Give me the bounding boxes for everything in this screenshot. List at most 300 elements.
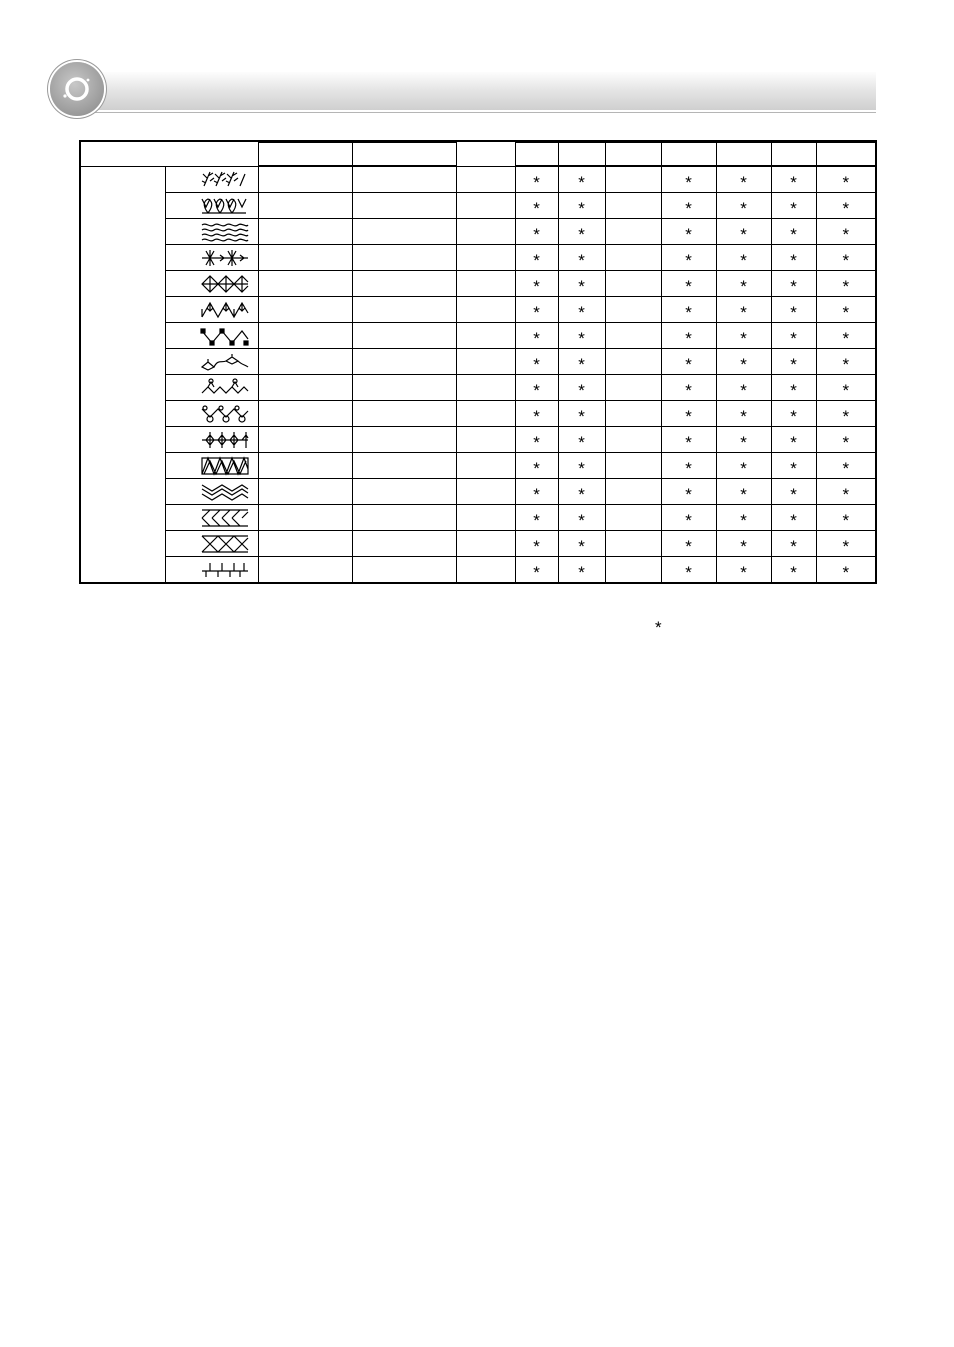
application-mark-cell (661, 297, 716, 323)
application-mark-cell (771, 427, 816, 453)
application-mark-cell (661, 531, 716, 557)
width-value-cell (258, 349, 352, 375)
asterisk-mark: * (790, 251, 797, 270)
foot-cell (456, 479, 515, 505)
asterisk-mark: * (685, 563, 692, 582)
asterisk-mark: * (740, 537, 747, 556)
length-value-cell (352, 349, 456, 375)
application-mark-cell (816, 375, 876, 401)
width-value-cell (258, 166, 352, 193)
application-mark-cell (661, 349, 716, 375)
length-value-cell (352, 245, 456, 271)
asterisk-mark: * (533, 459, 540, 478)
width-value-cell (258, 323, 352, 349)
application-mark-cell (605, 505, 661, 531)
application-mark-cell (816, 193, 876, 219)
application-mark-cell (558, 453, 605, 479)
application-mark-cell (816, 531, 876, 557)
application-mark-cell (771, 219, 816, 245)
stitch-icon-cell (165, 349, 258, 375)
asterisk-mark: * (578, 433, 585, 452)
application-mark-cell (771, 245, 816, 271)
table-row (80, 349, 876, 375)
application-mark-cell (605, 479, 661, 505)
application-mark-cell (716, 479, 771, 505)
asterisk-mark: * (533, 433, 540, 452)
stitch-pattern-chevron-icon (166, 481, 258, 503)
stitch-icon-cell (165, 323, 258, 349)
application-mark-cell (816, 427, 876, 453)
asterisk-mark: * (790, 277, 797, 296)
asterisk-mark: * (740, 459, 747, 478)
application-mark-cell (605, 271, 661, 297)
asterisk-mark: * (685, 303, 692, 322)
asterisk-mark: * (533, 329, 540, 348)
asterisk-mark: * (740, 329, 747, 348)
application-mark-cell (716, 427, 771, 453)
table-row (80, 427, 876, 453)
header-app-col-6 (771, 143, 816, 167)
asterisk-mark: * (533, 225, 540, 244)
header-app-col-4 (661, 143, 716, 167)
application-mark-cell (771, 479, 816, 505)
application-mark-cell (816, 479, 876, 505)
foot-cell (456, 505, 515, 531)
stitch-icon-cell (165, 271, 258, 297)
length-value-cell (352, 479, 456, 505)
asterisk-mark: * (578, 511, 585, 530)
asterisk-mark: * (740, 199, 747, 218)
foot-cell (456, 166, 515, 193)
table-row (80, 166, 876, 193)
asterisk-mark: * (740, 511, 747, 530)
application-mark-cell (515, 166, 558, 193)
length-value-cell (352, 401, 456, 427)
application-mark-cell (716, 531, 771, 557)
application-mark-cell (605, 297, 661, 323)
header-app-col-3 (605, 143, 661, 167)
application-mark-cell (558, 193, 605, 219)
table-row (80, 297, 876, 323)
stitch-icon-cell (165, 557, 258, 584)
application-mark-cell (558, 245, 605, 271)
asterisk-mark: * (842, 485, 850, 504)
application-mark-cell (515, 193, 558, 219)
application-mark-cell (605, 193, 661, 219)
asterisk-mark: * (578, 251, 585, 270)
application-mark-cell (558, 297, 605, 323)
application-mark-cell (515, 557, 558, 584)
header-app-col-7 (816, 143, 876, 167)
table-row (80, 557, 876, 584)
foot-cell (456, 427, 515, 453)
stitch-icon-cell (165, 505, 258, 531)
application-mark-cell (716, 557, 771, 584)
table-row (80, 505, 876, 531)
width-value-cell (258, 505, 352, 531)
asterisk-mark: * (685, 277, 692, 296)
length-value-cell (352, 453, 456, 479)
application-mark-cell (515, 531, 558, 557)
asterisk-mark: * (842, 225, 850, 244)
application-mark-cell (515, 323, 558, 349)
asterisk-mark: * (685, 173, 692, 192)
foot-cell (456, 219, 515, 245)
application-mark-cell (515, 245, 558, 271)
table-row (80, 193, 876, 219)
application-mark-cell (558, 479, 605, 505)
foot-cell (456, 375, 515, 401)
length-value-cell (352, 271, 456, 297)
header-app-col-5 (716, 143, 771, 167)
asterisk-mark: * (740, 381, 747, 400)
application-mark-cell (558, 401, 605, 427)
application-mark-cell (605, 219, 661, 245)
asterisk-mark: * (578, 329, 585, 348)
asterisk-mark: * (685, 329, 692, 348)
application-mark-cell (816, 557, 876, 584)
asterisk-mark: * (685, 251, 692, 270)
asterisk-mark: * (533, 251, 540, 270)
width-value-cell (258, 557, 352, 584)
stitch-pattern-blanket-icon (166, 559, 258, 581)
application-mark-cell (816, 401, 876, 427)
asterisk-mark: * (842, 277, 850, 296)
asterisk-mark: * (842, 537, 850, 556)
table-row (80, 479, 876, 505)
asterisk-mark: * (790, 173, 797, 192)
stitch-pattern-star-icon (166, 247, 258, 269)
application-mark-cell (605, 349, 661, 375)
application-mark-cell (515, 297, 558, 323)
application-mark-cell (558, 219, 605, 245)
application-mark-cell (558, 166, 605, 193)
application-mark-cell (816, 453, 876, 479)
application-mark-cell (771, 271, 816, 297)
asterisk-mark: * (533, 173, 540, 192)
application-mark-cell (558, 505, 605, 531)
asterisk-mark: * (790, 355, 797, 374)
asterisk-mark: * (685, 355, 692, 374)
asterisk-mark: * (578, 303, 585, 322)
header-width-sub (258, 143, 352, 167)
application-mark-cell (716, 297, 771, 323)
asterisk-mark: * (533, 537, 540, 556)
stitch-icon-cell (165, 427, 258, 453)
asterisk-mark: * (685, 537, 692, 556)
application-mark-cell (605, 531, 661, 557)
header-app-col-1 (515, 143, 558, 167)
stitch-icon-cell (165, 245, 258, 271)
application-mark-cell (771, 166, 816, 193)
width-value-cell (258, 297, 352, 323)
application-mark-cell (515, 453, 558, 479)
application-mark-cell (716, 245, 771, 271)
stitch-pattern-wave-diamond-icon (166, 351, 258, 373)
asterisk-mark: * (740, 407, 747, 426)
application-mark-cell (816, 297, 876, 323)
asterisk-mark: * (578, 563, 585, 582)
asterisk-mark: * (740, 303, 747, 322)
asterisk-mark: * (578, 225, 585, 244)
asterisk-mark: * (790, 381, 797, 400)
asterisk-mark: * (685, 199, 692, 218)
application-mark-cell (716, 166, 771, 193)
application-mark-cell (771, 401, 816, 427)
application-mark-cell (771, 531, 816, 557)
application-mark-cell (716, 323, 771, 349)
application-mark-cell (605, 427, 661, 453)
application-mark-cell (661, 323, 716, 349)
asterisk-mark: * (578, 485, 585, 504)
width-value-cell (258, 479, 352, 505)
asterisk-mark: * (790, 485, 797, 504)
foot-cell (456, 245, 515, 271)
asterisk-mark: * (685, 225, 692, 244)
header-foot (456, 141, 515, 166)
application-mark-cell (716, 505, 771, 531)
application-mark-cell (661, 245, 716, 271)
asterisk-mark: * (740, 277, 747, 296)
length-value-cell (352, 375, 456, 401)
asterisk-mark: * (790, 225, 797, 244)
application-mark-cell (558, 375, 605, 401)
application-mark-cell (558, 349, 605, 375)
application-mark-cell (816, 349, 876, 375)
length-value-cell (352, 557, 456, 584)
stitch-pattern-feather-icon (166, 168, 258, 190)
foot-cell (456, 557, 515, 584)
asterisk-mark: * (790, 329, 797, 348)
application-mark-cell (771, 193, 816, 219)
stitch-pattern-dot-zigzag-icon (166, 325, 258, 347)
asterisk-mark: * (685, 511, 692, 530)
application-mark-cell (558, 427, 605, 453)
application-mark-cell (558, 323, 605, 349)
asterisk-mark: * (533, 407, 540, 426)
stitch-icon-cell (165, 375, 258, 401)
banner-divider (76, 112, 876, 113)
application-mark-cell (771, 375, 816, 401)
asterisk-mark: * (578, 459, 585, 478)
asterisk-mark: * (533, 485, 540, 504)
application-mark-cell (716, 401, 771, 427)
application-mark-cell (771, 323, 816, 349)
application-mark-cell (605, 323, 661, 349)
asterisk-mark: * (842, 329, 850, 348)
stitch-icon-cell (165, 531, 258, 557)
asterisk-mark: * (533, 355, 540, 374)
banner-bar (76, 72, 876, 110)
stitch-category-cell (80, 166, 165, 583)
asterisk-mark: * (533, 381, 540, 400)
stitch-pattern-double-zigzag-icon (166, 455, 258, 477)
application-mark-cell (515, 427, 558, 453)
stitch-icon-cell (165, 193, 258, 219)
asterisk-mark: * (790, 563, 797, 582)
length-value-cell (352, 297, 456, 323)
length-value-cell (352, 323, 456, 349)
header-stitch-name (80, 141, 258, 166)
application-mark-cell (771, 349, 816, 375)
application-mark-cell (661, 271, 716, 297)
asterisk-mark: * (533, 277, 540, 296)
width-value-cell (258, 401, 352, 427)
asterisk-mark: * (578, 199, 585, 218)
asterisk-mark: * (740, 485, 747, 504)
length-value-cell (352, 531, 456, 557)
stitch-icon-cell (165, 479, 258, 505)
application-mark-cell (716, 375, 771, 401)
application-mark-cell (816, 166, 876, 193)
asterisk-mark: * (790, 459, 797, 478)
asterisk-mark: * (685, 433, 692, 452)
stitch-pattern-leaf-icon (166, 195, 258, 217)
application-mark-cell (661, 193, 716, 219)
application-mark-cell (515, 271, 558, 297)
asterisk-mark: * (842, 199, 850, 218)
application-mark-cell (661, 219, 716, 245)
table-row (80, 323, 876, 349)
stitch-pattern-arrow-zigzag-icon (166, 299, 258, 321)
application-mark-cell (661, 401, 716, 427)
width-value-cell (258, 219, 352, 245)
asterisk-mark: * (685, 459, 692, 478)
length-value-cell (352, 505, 456, 531)
application-mark-cell (515, 479, 558, 505)
application-mark-cell (515, 375, 558, 401)
width-value-cell (258, 375, 352, 401)
table-row (80, 375, 876, 401)
stitch-icon-cell (165, 219, 258, 245)
asterisk-mark: * (578, 277, 585, 296)
length-value-cell (352, 427, 456, 453)
header-app-col-2 (558, 143, 605, 167)
application-mark-cell (771, 557, 816, 584)
length-value-cell (352, 219, 456, 245)
asterisk-mark: * (740, 173, 747, 192)
application-mark-cell (558, 557, 605, 584)
asterisk-mark: * (790, 407, 797, 426)
width-value-cell (258, 427, 352, 453)
stitch-pattern-bead-diamond-icon (166, 377, 258, 399)
stitch-icon-cell (165, 401, 258, 427)
footnote-asterisk: * (655, 618, 662, 637)
width-value-cell (258, 193, 352, 219)
width-value-cell (258, 271, 352, 297)
stitch-pattern-slant-box-icon (166, 507, 258, 529)
asterisk-mark: * (685, 381, 692, 400)
foot-cell (456, 401, 515, 427)
asterisk-mark: * (740, 225, 747, 244)
disc-icon (50, 62, 104, 116)
table-row (80, 401, 876, 427)
application-mark-cell (816, 505, 876, 531)
foot-cell (456, 531, 515, 557)
asterisk-mark: * (842, 303, 850, 322)
application-mark-cell (605, 245, 661, 271)
asterisk-mark: * (790, 537, 797, 556)
asterisk-mark: * (740, 355, 747, 374)
stitch-pattern-serpentine-icon (166, 221, 258, 243)
application-mark-cell (771, 505, 816, 531)
table-row (80, 453, 876, 479)
asterisk-mark: * (533, 199, 540, 218)
stitch-settings-table (79, 140, 877, 584)
asterisk-mark: * (842, 433, 850, 452)
asterisk-mark: * (740, 563, 747, 582)
asterisk-mark: * (740, 251, 747, 270)
application-mark-cell (661, 557, 716, 584)
application-mark-cell (558, 271, 605, 297)
foot-cell (456, 297, 515, 323)
application-mark-cell (605, 166, 661, 193)
asterisk-mark: * (790, 303, 797, 322)
application-mark-cell (716, 219, 771, 245)
application-mark-cell (515, 401, 558, 427)
foot-cell (456, 349, 515, 375)
section-header-banner (50, 62, 876, 116)
stitch-icon-cell (165, 453, 258, 479)
asterisk-mark: * (740, 433, 747, 452)
application-mark-cell (661, 427, 716, 453)
stitch-pattern-loop-diamond-icon (166, 403, 258, 425)
width-value-cell (258, 453, 352, 479)
application-mark-cell (661, 453, 716, 479)
header-length-sub (352, 143, 456, 167)
application-mark-cell (716, 193, 771, 219)
application-mark-cell (816, 219, 876, 245)
stitch-pattern-cross-box-icon (166, 533, 258, 555)
foot-cell (456, 453, 515, 479)
application-mark-cell (661, 375, 716, 401)
application-mark-cell (515, 219, 558, 245)
table-row (80, 271, 876, 297)
table-row (80, 219, 876, 245)
asterisk-mark: * (578, 381, 585, 400)
application-mark-cell (716, 271, 771, 297)
application-mark-cell (605, 401, 661, 427)
asterisk-mark: * (578, 407, 585, 426)
foot-cell (456, 271, 515, 297)
asterisk-mark: * (790, 199, 797, 218)
width-value-cell (258, 245, 352, 271)
application-mark-cell (558, 531, 605, 557)
application-mark-cell (515, 349, 558, 375)
asterisk-mark: * (842, 251, 850, 270)
asterisk-mark: * (842, 355, 850, 374)
application-mark-cell (661, 505, 716, 531)
application-mark-cell (515, 505, 558, 531)
stitch-pattern-diamond-icon (166, 273, 258, 295)
asterisk-mark: * (578, 355, 585, 374)
application-mark-cell (816, 271, 876, 297)
asterisk-mark: * (842, 563, 850, 582)
application-mark-cell (605, 557, 661, 584)
application-mark-cell (605, 375, 661, 401)
application-mark-cell (771, 453, 816, 479)
asterisk-mark: * (842, 173, 850, 192)
asterisk-mark: * (578, 537, 585, 556)
application-mark-cell (661, 479, 716, 505)
table-row (80, 531, 876, 557)
asterisk-mark: * (685, 485, 692, 504)
asterisk-mark: * (685, 407, 692, 426)
application-mark-cell (816, 245, 876, 271)
asterisk-mark: * (790, 433, 797, 452)
stitch-icon-cell (165, 297, 258, 323)
application-mark-cell (716, 453, 771, 479)
